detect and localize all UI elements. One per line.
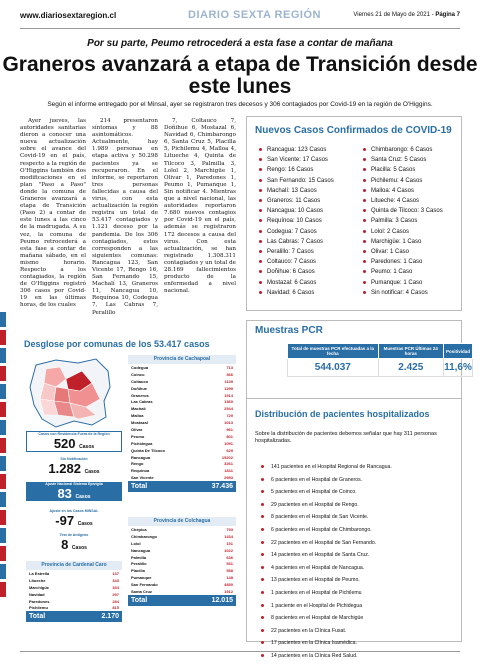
comuna-name: Lolol — [131, 540, 141, 546]
comuna-value: 297 — [112, 591, 119, 597]
total-label: Total — [128, 595, 187, 606]
comuna-value: 148 — [226, 575, 233, 581]
provincia-table — [128, 526, 236, 606]
table-row — [128, 419, 236, 426]
list-item: Olivar: 1 Caso — [363, 247, 443, 257]
table-row — [128, 405, 236, 412]
total-row — [26, 611, 122, 622]
region-map-image — [26, 357, 114, 429]
hospitalizados-title: Distribución de pacientes hospitalizados — [255, 409, 430, 419]
comuna-value: 1299 — [224, 385, 233, 391]
list-item: 6 pacientes en el Hospital de Chimbarongo. — [261, 524, 392, 537]
table-row — [128, 412, 236, 419]
list-item: Placilla: 5 Casos — [363, 165, 443, 175]
table-row — [128, 547, 236, 554]
list-item: Graneros: 11 Casos — [259, 196, 334, 206]
table-row — [26, 591, 122, 598]
comuna-name: Coinco — [131, 371, 145, 377]
list-item: San Fernando: 15 Casos — [259, 176, 334, 186]
list-item: 14 pacientes en la Clínica Red Salud. — [261, 650, 392, 663]
comuna-name: Pichidegua — [131, 440, 153, 446]
stat-ajuste-epivigila: Ajuste Nacional Sistema Epivigila 83 Casos — [26, 482, 122, 501]
table-row — [128, 371, 236, 378]
provincia-cardenal-caro — [26, 561, 122, 622]
comuna-name: Paredones — [29, 598, 50, 604]
comuna-name: Rengo — [131, 461, 144, 467]
list-item: Las Cabras: 7 Casos — [259, 237, 334, 247]
comuna-name: Requinoa — [131, 468, 150, 474]
list-item: Quinta de Tilcoco: 3 Casos — [363, 206, 443, 216]
table-row — [128, 433, 236, 440]
list-item: 22 pacientes en el Hospital de San Fernando. — [261, 537, 392, 550]
stat-fuera-region: Casos con Residencia Fuera de la Región 520 Casos — [26, 431, 122, 452]
comuna-name: La Estrella — [29, 570, 50, 576]
hospitalizados-box — [246, 398, 462, 659]
list-item: 5 pacientes en el Hospital de Coinco. — [261, 486, 392, 499]
comuna-value: 4850 — [224, 582, 233, 588]
table-row — [128, 426, 236, 433]
pcr-box — [246, 320, 472, 405]
table-row — [128, 385, 236, 392]
table-row — [128, 526, 236, 533]
list-item: Machalí: 13 Casos — [259, 186, 334, 196]
nuevos-casos-title: Nuevos Casos Confirmados de COVID-19 — [255, 125, 452, 136]
table-row — [26, 598, 122, 605]
comuna-name: Quinta De Tilcoco — [131, 447, 165, 453]
list-item: 1 paciente en el Hospital de Pichidegua — [261, 600, 392, 613]
body-col-3: 7, Coltauco 7, Doñihue 6, Mostazal 6, Navidad 6, Chimbarongo 6, Santa Cruz 5, Placilla 5, Pichilemu 4, Malloa 4, Litueche 4, Quinta de Tilcoco 3, Palmilla 3, Lolol 2, Marchigüe 1, Olivar 1, Paredones 1, Peumo 1, Pumanque 1, Sin notificar 4. Mientras que a nivel nacional, las autoridades reportaron 7.680 nuevos contagios por Covid-19 en el país, además se registraron 172 decesos a causa del virus. Con esta actualización, se han registrado 1.308.311 contagiados y un total de 28.169 fallecimientos producto de la enfermedad a nivel nacional. — [164, 118, 236, 295]
comuna-value: 961 — [226, 426, 233, 432]
table-row — [128, 533, 236, 540]
pcr-header-total: Total de muestras PCR efectuadas a la fecha — [288, 344, 379, 359]
table-row — [128, 474, 236, 481]
list-item: Litueche: 4 Casos — [363, 196, 443, 206]
comuna-value: 151 — [226, 540, 233, 546]
comuna-value: 729 — [226, 413, 233, 419]
masthead: DIARIO SEXTA REGIÓN — [188, 9, 321, 21]
list-item: Marchigüe: 1 Caso — [363, 237, 443, 247]
body-col-1: Ayer jueves, las autoridades sanitarias dieron a conocer una nueva actualización sobre el avance del Covid-19 en el país, respecto a la región de O'Higgins también dos modificaciones en el plan "Paso a Paso" donde la comuna de Graneros avanzará a etapa de Transición (Paso 2) a contar de este lunes a las cinco de la madrugada. A su vez, la comuna de Peumo retrocederá a esta fase a contar de mañana sábado, en el mismo horario. Respecto a los contagiados, la región de O'Higgins registró 306 casos por Covid-19 en las últimas horas, de los cuales — [20, 118, 86, 309]
comuna-name: Litueche — [29, 577, 46, 583]
comuna-value: 366 — [226, 371, 233, 377]
table-row — [26, 570, 122, 577]
comuna-name: Rancagua — [131, 454, 151, 460]
comuna-name: Santa Cruz — [131, 588, 152, 594]
comuna-value: 2544 — [224, 406, 233, 412]
list-item: 4 pacientes en el Hospital de Nancagua. — [261, 562, 392, 575]
table-row — [128, 460, 236, 467]
comuna-value: 3261 — [224, 461, 233, 467]
comuna-name: Peralillo — [131, 561, 147, 567]
total-label: Total — [26, 611, 77, 622]
comuna-value: 1091 — [224, 440, 233, 446]
desglose-section — [20, 339, 240, 644]
provincia-table — [26, 570, 122, 622]
comuna-name: Doñihue — [131, 385, 147, 391]
list-item: 141 pacientes en el Hospital Regional de Rancagua. — [261, 461, 392, 474]
nuevos-casos-box — [246, 116, 462, 311]
kicker: Por su parte, Peumo retrocederá a esta fase a contar de mañana — [87, 38, 393, 49]
body-col-2: 214 presentaron síntomas y 88 asintomáticos. Actualmente, hay 1.989 personas en etapa activa y 50.298 pacientes ya se recuperaron. En el informe, se reportaron tres personas fallecidas a causa del virus, con esta actualización la región registra un total de 53.417 contagiados y 1.121 deceso por la pandemia. De los 306 contagiados, estos corresponden a las siguientes comunas: Rancagua 123, San Vicente 17, Rengo 16, San Fernando 15, Machalí 13, Graneros 11, Nancagua 10, Requínoa 10, Codegua 7, Las Cabras 7, Peralillo — [92, 118, 158, 316]
comuna-name: Malloa — [131, 413, 144, 419]
list-item: 14 pacientes en el Hospital de Santa Cruz. — [261, 549, 392, 562]
provincia-title: Provincia de Cachapoal — [128, 355, 236, 364]
list-item: Santa Cruz: 5 Casos — [363, 155, 443, 165]
pcr-total-value: 544.037 — [288, 359, 379, 377]
list-item: 17 pacientes en la Clínica Isamédica. — [261, 637, 392, 650]
comuna-value: 713 — [226, 364, 233, 370]
list-item: Coltauco: 7 Casos — [259, 257, 334, 267]
pcr-positividad-value: 11,6% — [443, 359, 472, 377]
list-item: Nancagua: 10 Casos — [259, 206, 334, 216]
table-row — [128, 447, 236, 454]
comuna-name: Navidad — [29, 591, 45, 597]
header-rule — [20, 28, 460, 29]
table-row — [26, 604, 122, 611]
comuna-name: Placilla — [131, 568, 145, 574]
list-item: Pumanque: 1 Caso — [363, 278, 443, 288]
comuna-name: Olivar — [131, 426, 143, 432]
dek: Según el informe entregado por el Minsal, ayer se registraron tres decesos y 306 contagiados por Covid-19 en la región de O'Higgins. — [47, 101, 433, 108]
comuna-name: Machalí — [131, 406, 146, 412]
list-item: Palmilla: 3 Casos — [363, 216, 443, 226]
comuna-value: 1360 — [224, 399, 233, 405]
list-item: Codegua: 7 Casos — [259, 227, 334, 237]
table-row — [26, 584, 122, 591]
stat-sin-notificacion: Sin Notificación 1.282 Casos — [48, 457, 100, 477]
comuna-name: Pichilemu — [29, 605, 48, 611]
list-item: 13 pacientes en el Hospital de Peumo. — [261, 574, 392, 587]
table-row — [128, 398, 236, 405]
list-item: Pichilemu: 4 Casos — [363, 176, 443, 186]
comuna-value: 815 — [112, 605, 119, 611]
list-item: 6 pacientes en el Hospital de Graneros. — [261, 474, 392, 487]
table-row — [128, 554, 236, 561]
stat-ajuste-minsal: Ajuste en los Casos MINSAL -97 Casos — [49, 509, 99, 529]
table-row — [128, 392, 236, 399]
comuna-name: Chimbarongo — [131, 533, 157, 539]
list-item: Peumo: 1 Caso — [363, 267, 443, 277]
comuna-value: 1013 — [224, 420, 233, 426]
list-item: 8 pacientes en el Hospital de San Vicente. — [261, 511, 392, 524]
footer-rule — [20, 651, 460, 652]
total-value: 12.015 — [187, 595, 236, 606]
comuna-value: 343 — [112, 577, 119, 583]
comuna-name: Pumanque — [131, 575, 152, 581]
comuna-value: 636 — [226, 554, 233, 560]
list-item: Requínoa: 10 Casos — [259, 216, 334, 226]
table-row — [128, 454, 236, 461]
provincia-colchagua — [128, 517, 236, 606]
comuna-value: 1811 — [224, 468, 233, 474]
total-value: 2.170 — [77, 611, 122, 622]
comuna-name: Palmilla — [131, 554, 147, 560]
comuna-name: Coltauco — [131, 378, 149, 384]
stat-antigeno: Test de Antígeno 8 Casos — [59, 533, 89, 553]
comuna-value: 15202 — [221, 454, 233, 460]
list-item: 8 pacientes en el Hospital de Marchigüe — [261, 612, 392, 625]
list-item: San Vicente: 17 Casos — [259, 155, 334, 165]
headline: Graneros avanzará a etapa de Transición desde este lunes — [2, 53, 478, 98]
comuna-name: Nancagua — [131, 547, 151, 553]
comuna-value: 1434 — [224, 533, 233, 539]
page-header — [20, 6, 460, 26]
comuna-value: 137 — [112, 570, 119, 576]
comuna-name: Graneros — [131, 392, 149, 398]
comuna-value: 531 — [226, 561, 233, 567]
table-row — [128, 574, 236, 581]
table-row — [128, 588, 236, 595]
table-row — [128, 567, 236, 574]
nuevos-casos-list-left — [259, 145, 334, 298]
total-label: Total — [128, 481, 192, 492]
list-item: Rancagua: 123 Casos — [259, 145, 334, 155]
table-row — [128, 581, 236, 588]
table-row — [128, 467, 236, 474]
comuna-name: Chépica — [131, 526, 147, 532]
comuna-name: Mostazal — [131, 420, 148, 426]
comuna-name: Marchigüe — [29, 584, 50, 590]
list-item: Rengo: 16 Casos — [259, 165, 334, 175]
list-item: 1 pacientes en el Hospital de Pichilemu — [261, 587, 392, 600]
comuna-value: 2953 — [224, 475, 233, 481]
list-item: Doñihue: 6 Casos — [259, 267, 334, 277]
list-item: 29 pacientes en el Hospital de Rengo. — [261, 499, 392, 512]
total-value: 37.436 — [192, 481, 236, 492]
table-row — [128, 378, 236, 385]
comuna-value: 801 — [226, 433, 233, 439]
site-url: www.diariosextaregion.cl — [20, 11, 117, 20]
pcr-table — [287, 343, 473, 377]
list-item: 22 pacientes en la Clínica Fusat. — [261, 625, 392, 638]
comuna-name: Las Cabras — [131, 399, 153, 405]
pcr-title: Muestras PCR — [255, 325, 323, 336]
provincia-table — [128, 364, 236, 492]
comuna-value: 558 — [226, 568, 233, 574]
pcr-header-positividad: Positividad — [443, 344, 472, 359]
hospitalizados-intro: Sobre la distribución de pacientes debemos señalar que hay 311 personas hospitalizadas. — [255, 431, 437, 444]
comuna-value: 284 — [112, 598, 119, 604]
table-row — [128, 540, 236, 547]
list-item: Peralillo: 7 Casos — [259, 247, 334, 257]
hospitalizados-list — [261, 461, 392, 663]
comuna-name: Peumo — [131, 433, 145, 439]
list-item: Chimbarongo: 6 Casos — [363, 145, 443, 155]
comuna-value: 1912 — [224, 588, 233, 594]
table-row — [26, 577, 122, 584]
table-row — [128, 440, 236, 447]
comuna-name: Codegua — [131, 364, 149, 370]
desglose-title: Desglose por comunas de los 53.417 casos — [24, 339, 210, 349]
comuna-value: 629 — [226, 447, 233, 453]
total-row — [128, 481, 236, 492]
provincia-title: Provincia de Colchagua — [128, 517, 236, 526]
provincia-cachapoal — [128, 355, 236, 492]
comuna-value: 1022 — [224, 547, 233, 553]
list-item: Lolol: 2 Casos — [363, 227, 443, 237]
comuna-name: San Vicente — [131, 475, 154, 481]
list-item: Paredones: 1 Caso — [363, 257, 443, 267]
pcr-header-24h: Muestras PCR Últimas 24 horas — [378, 344, 443, 359]
comuna-name: San Fernando — [131, 582, 158, 588]
list-item: Navidad: 6 Casos — [259, 288, 334, 298]
comuna-value: 334 — [112, 584, 119, 590]
pcr-24h-value: 2.425 — [378, 359, 443, 377]
list-item: Mostazal: 6 Casos — [259, 278, 334, 288]
issue-date: Viernes 21 de Mayo de 2021 - Página 7 — [353, 12, 460, 18]
list-item: Malloa: 4 Casos — [363, 186, 443, 196]
nuevos-casos-list-right — [363, 145, 443, 298]
table-row — [128, 364, 236, 371]
table-row — [128, 560, 236, 567]
side-decoration — [0, 312, 6, 642]
provincia-title: Provincia de Cardenal Caro — [26, 561, 122, 570]
comuna-value: 793 — [226, 526, 233, 532]
total-row — [128, 595, 236, 606]
comuna-value: 1914 — [224, 392, 233, 398]
comuna-value: 1139 — [224, 378, 233, 384]
list-item: Sin notificar: 4 Casos — [363, 288, 443, 298]
